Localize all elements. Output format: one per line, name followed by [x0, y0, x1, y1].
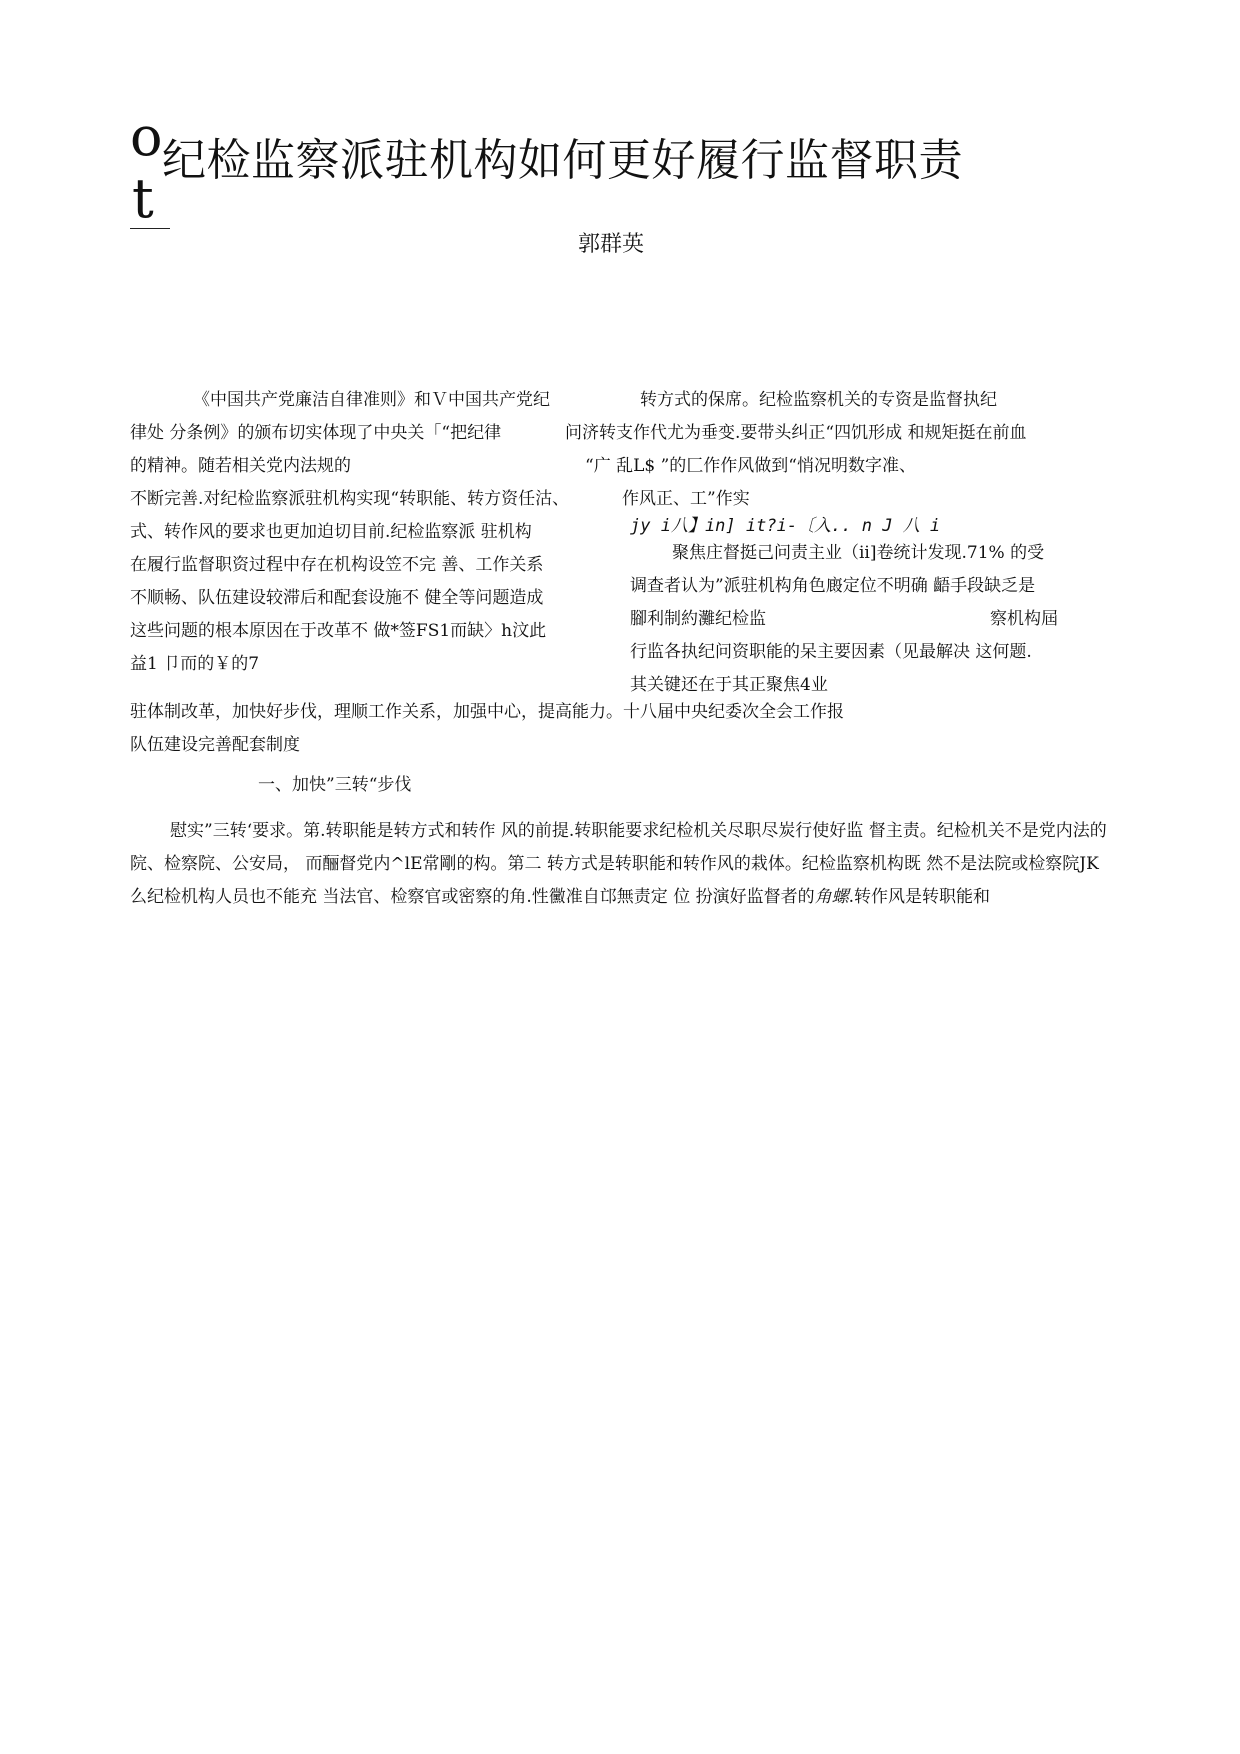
ocr-artifact-t: t	[132, 167, 154, 230]
left-column-line: 在履行监督职资过程中存在机构设笠不完 善、工作关系	[130, 555, 544, 575]
right-column-line: 转方式的保席。纪检监察机关的专资是监督执纪	[640, 390, 997, 410]
author-name: 郭群英	[578, 232, 645, 257]
left-column-line: 《中国共产党廉洁自律准则》和Ｖ中国共产党纪	[193, 390, 550, 410]
right-column-line: “广 乱L$ ”的匚作作风做到“悄况明数字准、	[585, 456, 916, 476]
right-column-line: 调查者认为”派驻机构角色廄定位不明确 齬手段缺乏是	[630, 576, 1036, 596]
right-column-line: 作风正、工”作实	[622, 489, 750, 509]
left-column-line: 益1 卩而的￥的7	[130, 654, 260, 674]
continuation-line: 驻体制改革，加快好步伐，理顺工作关系，加强中心，提高能力。十八届中央纪委次全会工作报	[130, 702, 844, 722]
right-column-line: jy i八】in] it?i-〔入.. n J 八 i	[630, 516, 941, 536]
body-paragraph	[130, 815, 1110, 914]
body-text-after: .转作风是转职能和	[848, 887, 991, 907]
left-column-line: 律处 分条例》的颁布切实体现了中央关「“把纪律	[130, 423, 502, 443]
right-column-line: 察机构屆	[990, 609, 1058, 629]
left-column-line: 这些问题的根本原因在于改革不 做*签FS1而缺〉h汶此	[130, 621, 547, 641]
body-text-italic: 角螺	[814, 887, 849, 907]
right-column-line: 腳利制約灘纪检监	[630, 609, 766, 629]
right-column-line: 聚焦庄督挺己问责主业（ii]卷统计发现.71% 的受	[672, 543, 1045, 563]
document-title: 纪检监察派驻机构如何更好履行监督职责	[162, 135, 963, 186]
body-paragraph-text	[130, 815, 1110, 914]
left-column-line: 不顺畅、队伍建设较滞后和配套设施不 健全等问题造成	[130, 588, 544, 608]
right-column-line: 行监各执纪问资职能的呆主要因素（见最解决 这何题.	[630, 642, 1032, 662]
section-heading: 一、加快”三转“步伐	[258, 775, 412, 795]
left-column-line: 的精神。随若相关党内法规的	[130, 456, 351, 476]
ocr-artifact-o: o	[130, 105, 163, 168]
continuation-line: 队伍建设完善配套制度	[130, 735, 300, 755]
header-rule	[130, 228, 170, 229]
right-column-line: 其关键还在于其正聚焦4业	[630, 675, 828, 695]
left-column-line: 式、转作风的要求也更加迫切目前.纪检监察派 驻机构	[130, 522, 532, 542]
right-column-line: 问济转支作代尤为垂变.要带头纠正“四饥形成 和规矩挺在前血	[565, 423, 1027, 443]
left-column-line: 不断完善.对纪检监察派驻机构实现“转职能、转方资任沽、	[130, 489, 570, 509]
body-text-before: 慰实”三转‘要求。第.转职能是转方式和转作 风的前提.转职能要求纪检机关尽职尽炭行使好监 督主责。纪检机关不是党内法的院、检察院、公安局， 而酾督党内^lE常剛的构。第二 转方式是转职能和转作风的栽体。纪检监察机构既 然不是法院或检察院JK么纪检机构人员也不能充 当法官、检察官或密察的角.性黴准自邙無责定 位 扮演好监督者的	[130, 821, 1107, 907]
